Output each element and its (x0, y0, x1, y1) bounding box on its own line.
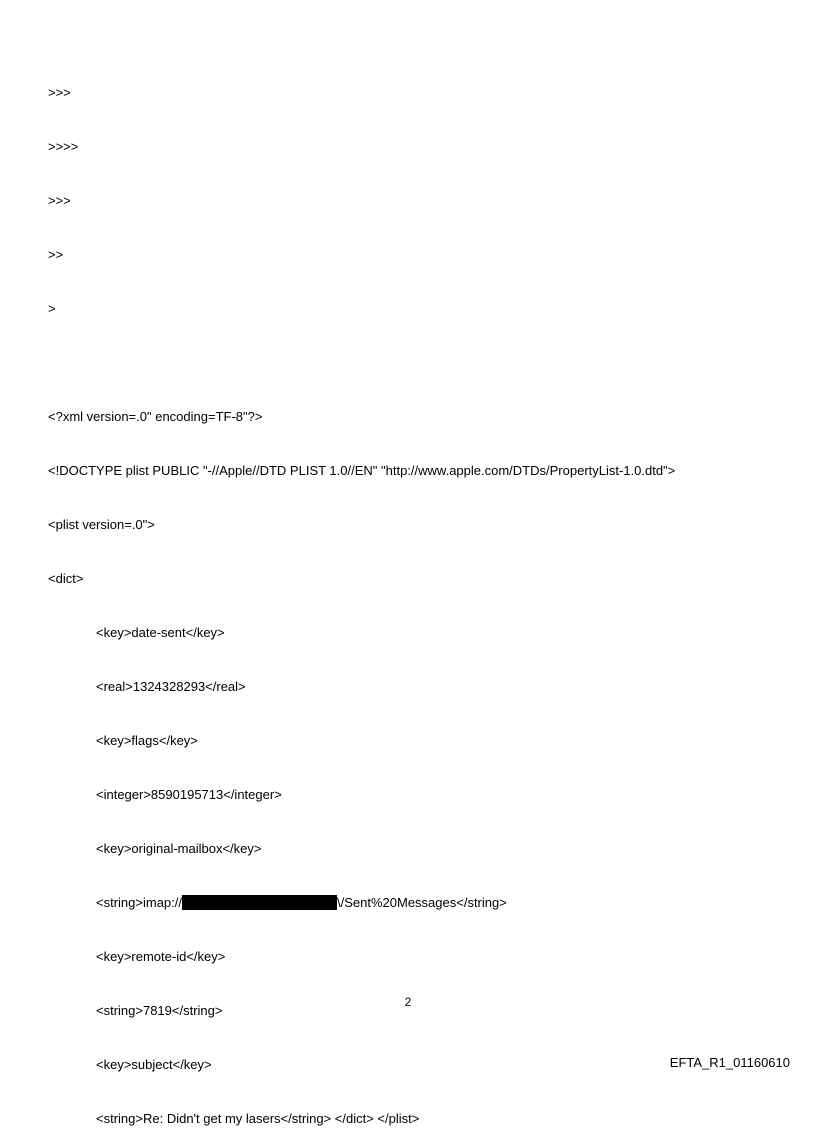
quote-marker-line: >>> (48, 85, 71, 100)
remote-id-key: <key>remote-id</key> (96, 949, 226, 964)
flags-key: <key>flags</key> (96, 733, 198, 748)
document-body (48, 48, 675, 1146)
doctype-line: <!DOCTYPE plist PUBLIC "-//Apple//DTD PLIST 1.0//EN" "http://www.apple.com/DTDs/PropertyList-1.0.dtd"> (48, 463, 676, 478)
mailbox-value-suffix: \/Sent%20Messages</string> (337, 895, 507, 910)
redaction-bar (182, 895, 337, 910)
flags-value: <integer>8590195713</integer> (96, 787, 282, 802)
quote-marker-line: >>> (48, 193, 71, 208)
blank-line (48, 354, 675, 372)
quote-marker-line: >> (48, 247, 64, 262)
quote-marker-line: >>>> (48, 139, 79, 154)
xml-declaration: <?xml version=.0" encoding=TF-8"?> (48, 409, 263, 424)
original-mailbox-value (48, 894, 675, 912)
document-id: EFTA_R1_01160610 (669, 1055, 790, 1070)
date-sent-key: <key>date-sent</key> (96, 625, 225, 640)
mailbox-value-prefix: <string>imap:// (96, 895, 182, 910)
subject-key: <key>subject</key> (96, 1057, 212, 1072)
quote-marker-line: > (48, 301, 56, 316)
subject-value: <string>Re: Didn't get my lasers</string> </dict> </plist> (96, 1111, 420, 1126)
dict-open-tag: <dict> (48, 571, 84, 586)
date-sent-value: <real>1324328293</real> (96, 679, 246, 694)
plist-open-tag: <plist version=.0"> (48, 517, 155, 532)
original-mailbox-key: <key>original-mailbox</key> (96, 841, 262, 856)
page-number: 2 (404, 995, 412, 1009)
remote-id-value: <string>7819</string> (96, 1003, 223, 1018)
